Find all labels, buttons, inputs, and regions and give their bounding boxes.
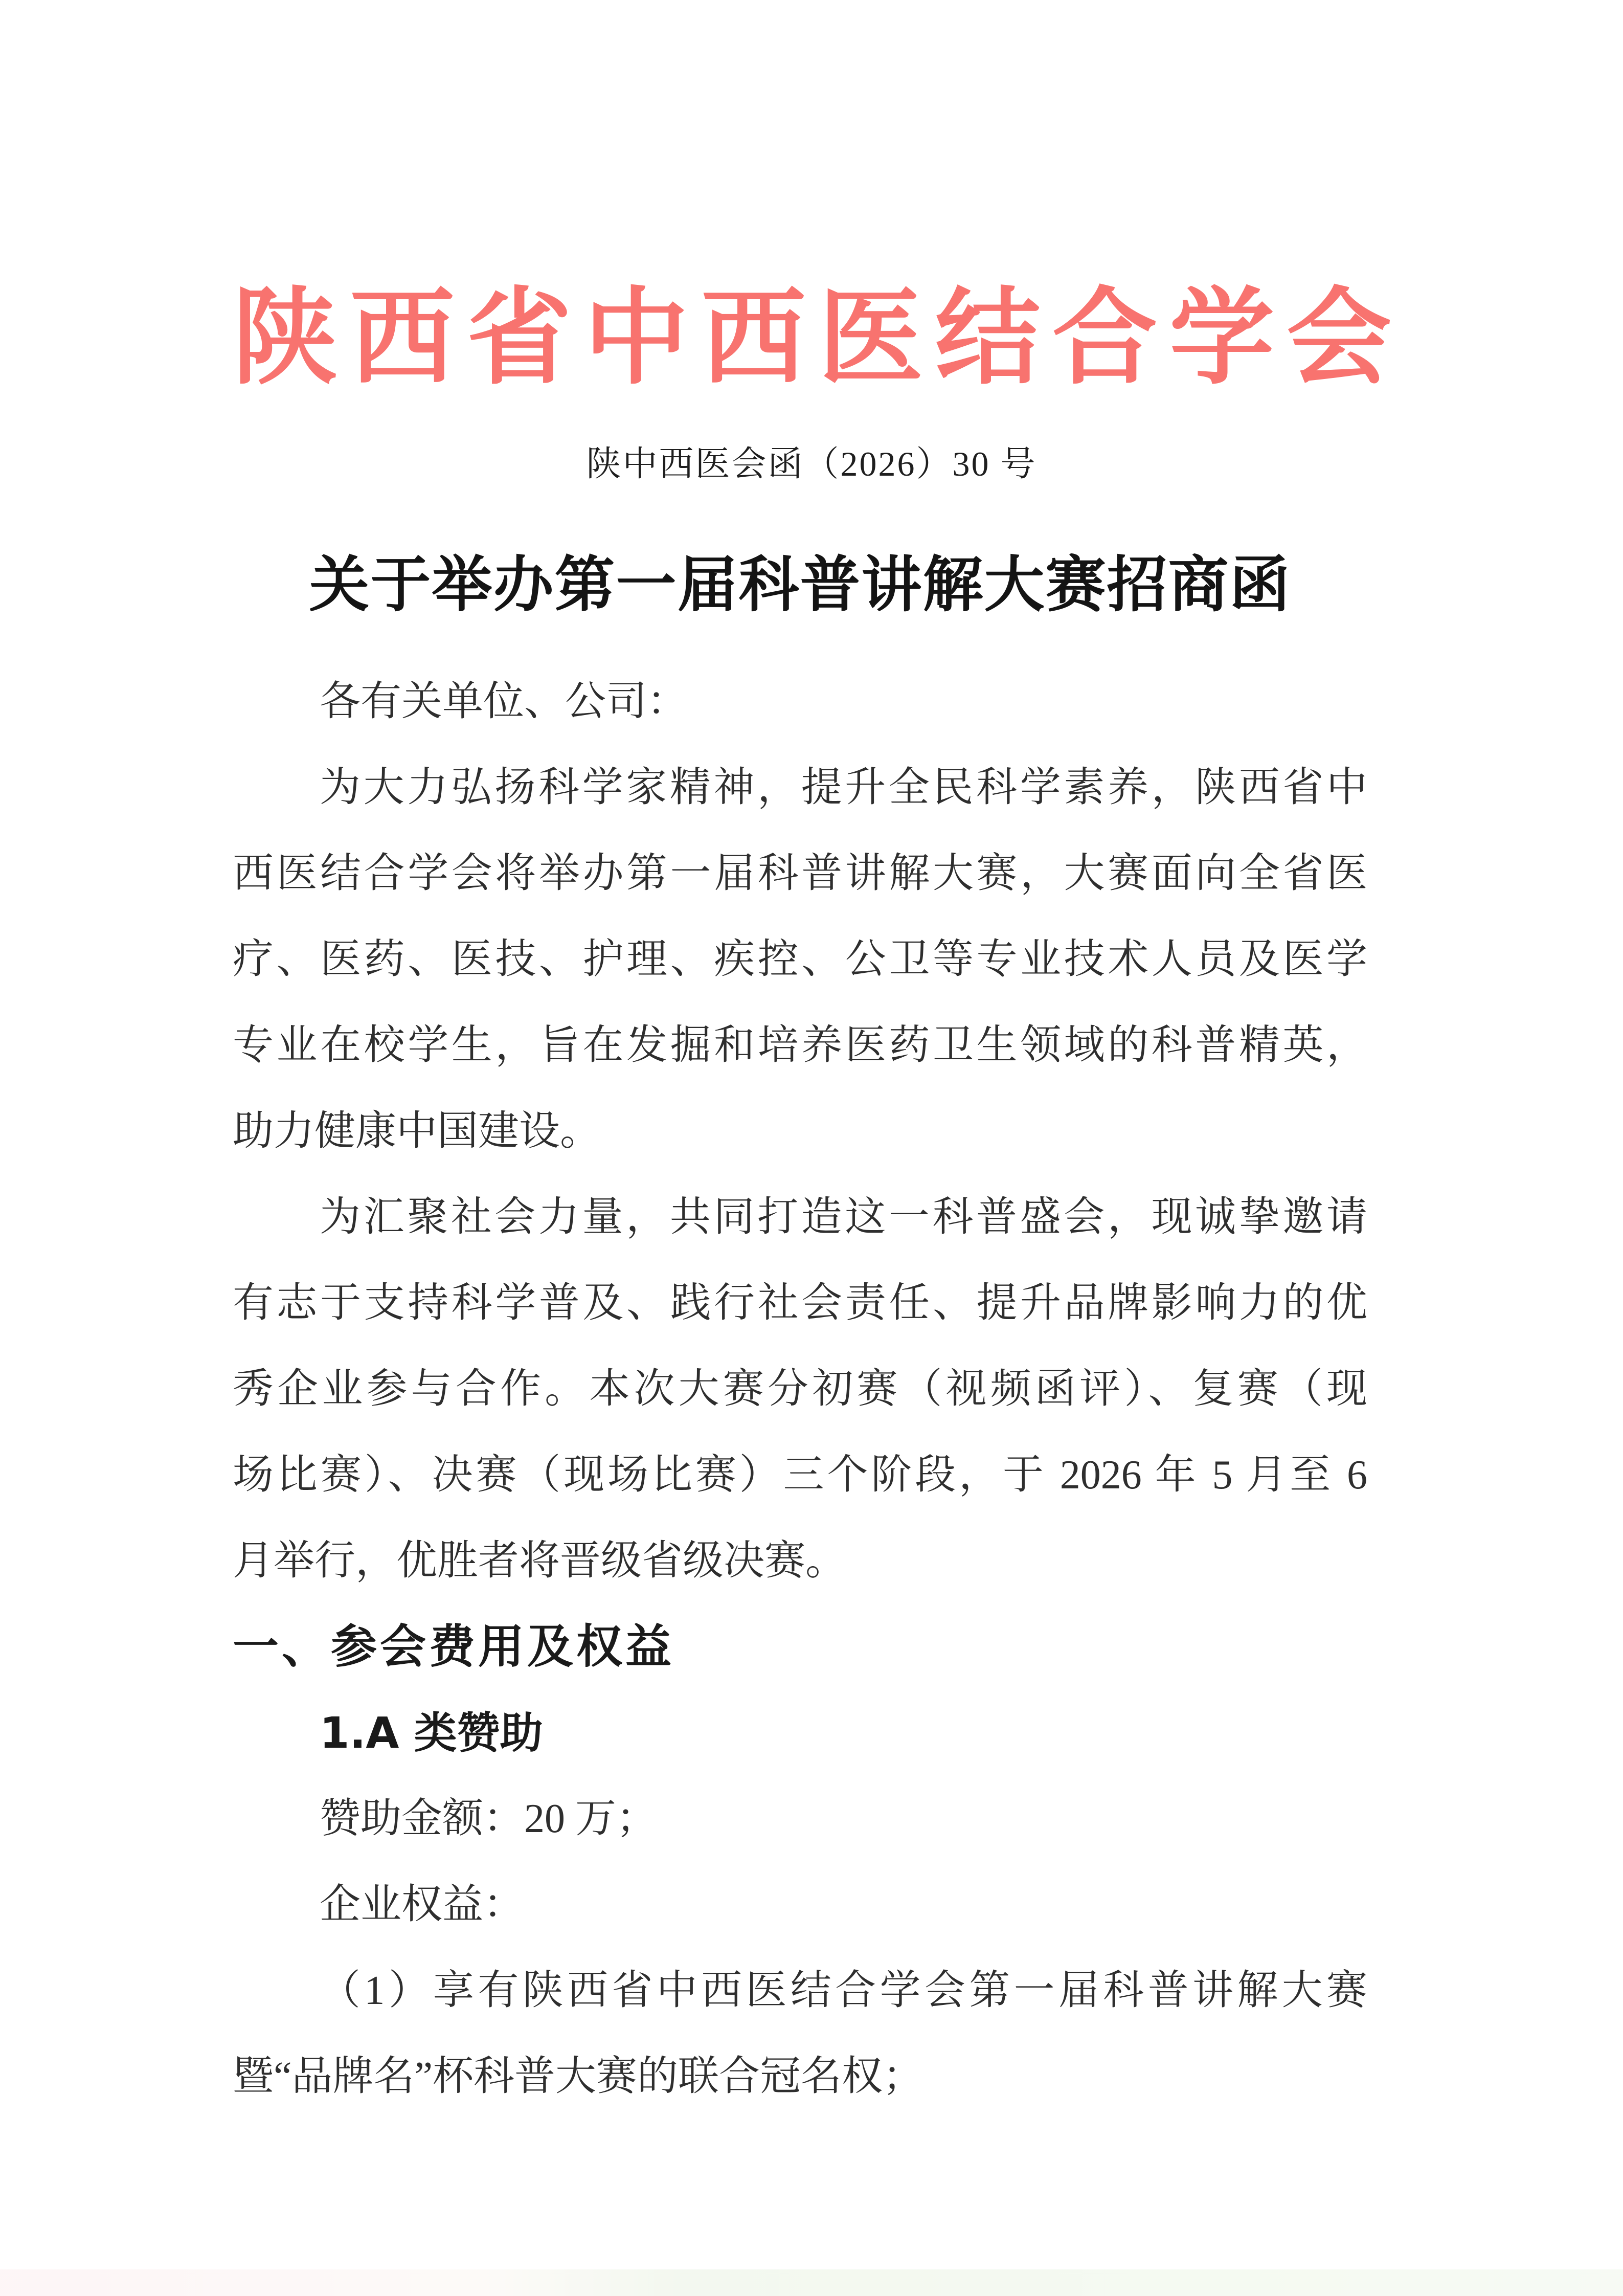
org-letterhead-title: 陕西省中西医结合学会: [233, 281, 1404, 397]
sponsorship-amount: 赞助金额：20 万；: [320, 1796, 657, 1841]
salutation: 各有关单位、公司：: [320, 679, 688, 724]
body-line: 月举行，优胜者将晋级省级决赛。: [233, 1539, 846, 1584]
scan-edge-artifact: [0, 2269, 1623, 2296]
body-line: 场比赛）、决赛（现场比赛）三个阶段，于 2026 年 5 月至 6: [233, 1453, 1367, 1498]
rights-item-line: 暨“品牌名”杯科普大赛的联合冠名权；: [233, 2054, 924, 2099]
body-line: 为大力弘扬科学家精神，提升全民科学素养，陕西省中: [320, 765, 1367, 810]
subsection-heading: 1.A 类赞助: [320, 1708, 543, 1758]
body-line: 疗、医药、医技、护理、疾控、公卫等专业技术人员及医学: [233, 937, 1367, 982]
doc-number: 陕中西医会函（2026）30 号: [586, 444, 1037, 483]
body-line: 有志于支持科学普及、践行社会责任、提升品牌影响力的优: [233, 1281, 1367, 1326]
body-line: 为汇聚社会力量，共同打造这一科普盛会，现诚挚邀请: [320, 1195, 1367, 1240]
body-line: 助力健康中国建设。: [233, 1109, 601, 1154]
letter-title: 关于举办第一届科普讲解大赛招商函: [309, 552, 1291, 619]
rights-label: 企业权益：: [320, 1882, 524, 1927]
letter-body: [233, 659, 1367, 2120]
body-line: 专业在校学生，旨在发掘和培养医药卫生领域的科普精英，: [233, 1023, 1367, 1068]
section-heading: 一、参会费用及权益: [233, 1620, 674, 1674]
body-line: 西医结合学会将举办第一届科普讲解大赛，大赛面向全省医: [233, 851, 1367, 896]
body-line: 秀企业参与合作。本次大赛分初赛（视频函评）、复赛（现: [233, 1367, 1367, 1412]
rights-item-line: （1）享有陕西省中西医结合学会第一届科普讲解大赛: [320, 1968, 1367, 2013]
